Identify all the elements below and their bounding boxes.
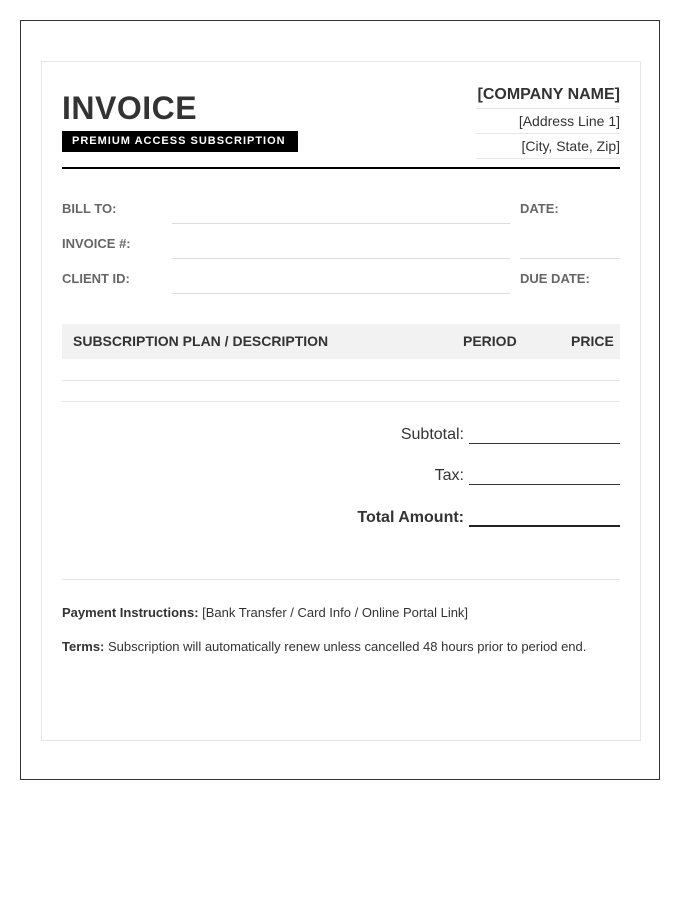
document-frame (20, 20, 660, 780)
due-date-label: DUE DATE: (520, 271, 590, 286)
date-label: DATE: (520, 201, 559, 216)
payment-instructions-label: Payment Instructions: (62, 605, 199, 620)
tax-label: Tax: (434, 467, 464, 484)
tax-field[interactable] (469, 484, 620, 485)
terms-label: Terms: (62, 639, 105, 654)
tax-row (220, 465, 620, 487)
company-address-line-1: [Address Line 1] (476, 109, 620, 134)
subtotal-label: Subtotal: (400, 426, 464, 443)
subtotal-field[interactable] (469, 443, 620, 444)
company-name: [COMPANY NAME] (476, 84, 620, 109)
client-id-field[interactable] (172, 293, 510, 294)
terms (62, 638, 620, 656)
column-header-period: PERIOD (463, 333, 517, 349)
bill-to-label: BILL TO: (62, 201, 117, 216)
company-address-line-2: [City, State, Zip] (476, 134, 620, 159)
total-amount-row (220, 507, 620, 529)
table-row-divider (62, 401, 620, 402)
invoice-number-field[interactable] (172, 258, 510, 259)
payment-instructions (62, 604, 620, 622)
client-id-label: CLIENT ID: (62, 271, 130, 286)
column-header-description: SUBSCRIPTION PLAN / DESCRIPTION (73, 333, 329, 349)
total-amount-label: Total Amount: (357, 509, 464, 526)
subtotal-row (220, 424, 620, 446)
bill-to-field[interactable] (172, 223, 510, 224)
table-header (62, 324, 620, 359)
column-header-price: PRICE (571, 333, 614, 349)
invoice-number-label: INVOICE #: (62, 236, 131, 251)
total-amount-field[interactable] (469, 525, 620, 527)
date-field[interactable] (520, 258, 620, 259)
invoice-page (41, 61, 641, 741)
table-row-divider (62, 380, 620, 381)
header-divider (62, 167, 620, 169)
company-info (476, 84, 620, 159)
terms-text: Subscription will automatically renew unless cancelled 48 hours prior to period end. (104, 639, 587, 654)
footer-divider (62, 579, 620, 580)
subscription-badge: PREMIUM ACCESS SUBSCRIPTION (62, 131, 298, 152)
payment-instructions-text: [Bank Transfer / Card Info / Online Portal Link] (198, 605, 469, 620)
invoice-title: INVOICE (62, 90, 198, 126)
